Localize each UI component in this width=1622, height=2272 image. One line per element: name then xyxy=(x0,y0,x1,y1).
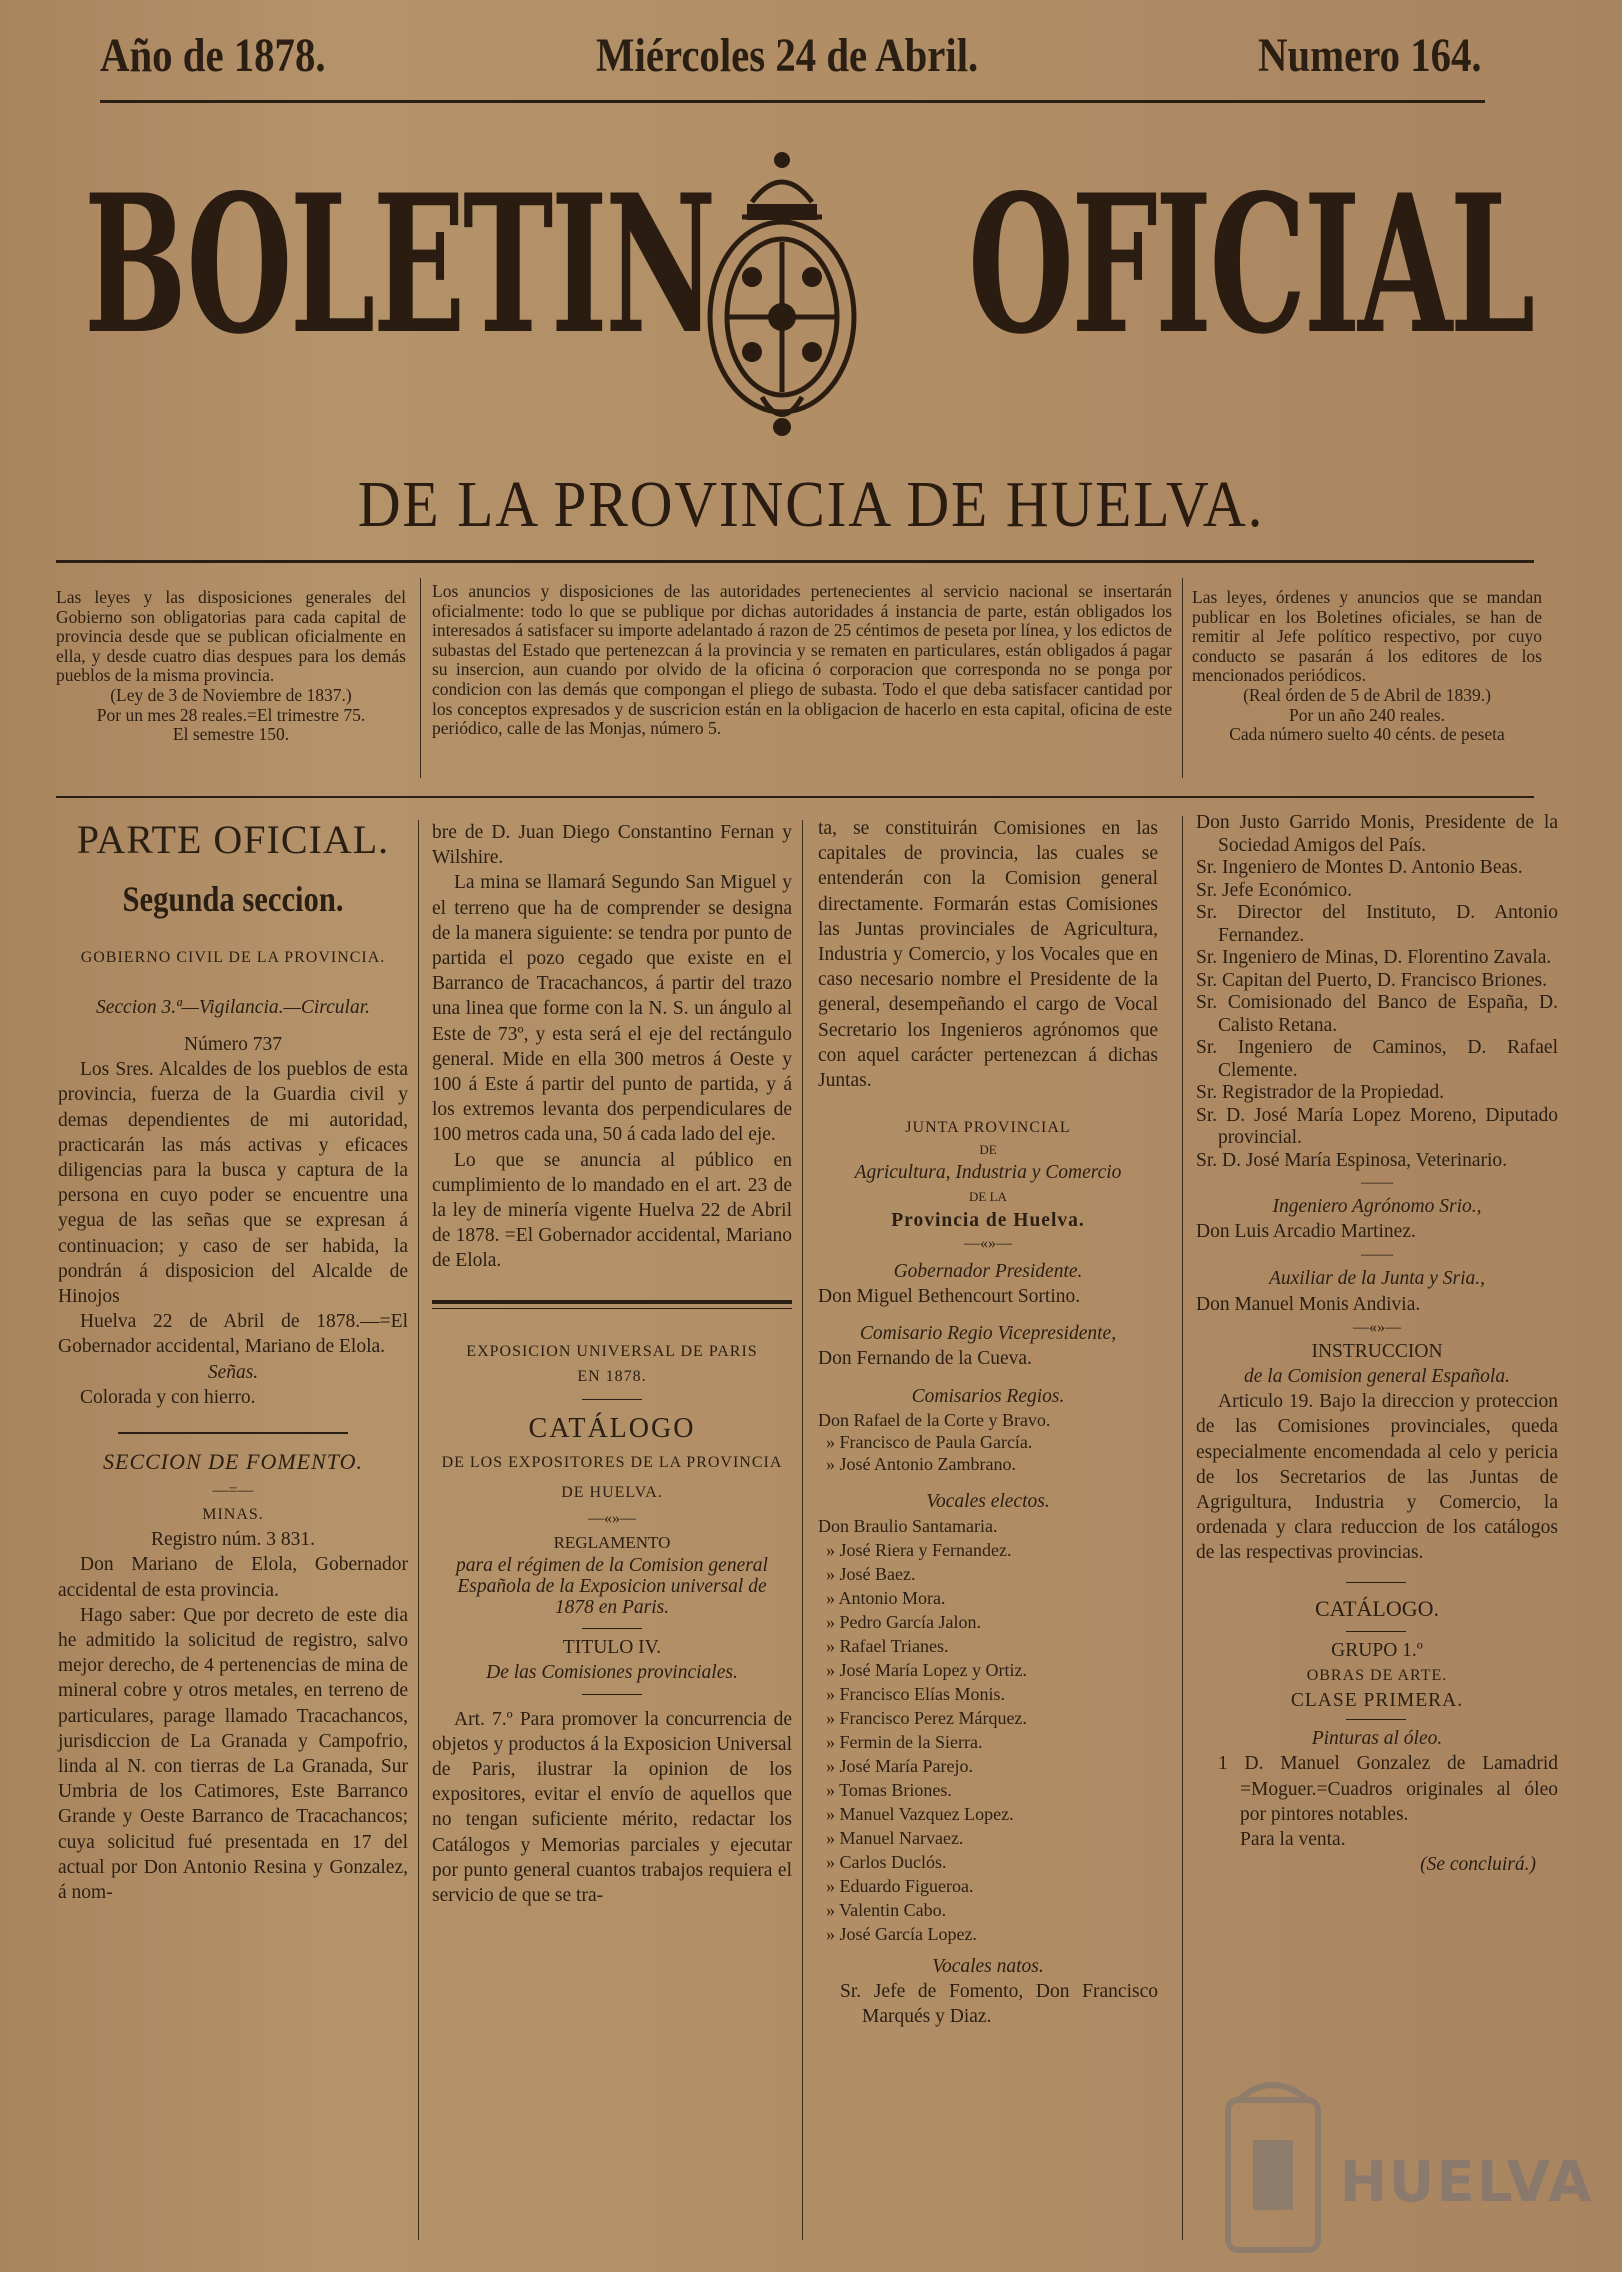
circular-body: Los Sres. Alcaldes de los pueblos de esta provincia, fuerza de la Guardia civil y demas dependientes de mi autoridad, practicarán las más activas y eficaces diligencias para la busca y captura de la persona en cuyo poder se encuentre una yegua de las señas que se expresan á continuacion; y caso de ser habida, la pondrán á disposicion del Alcalde de Hinojos xyxy=(58,1059,408,1308)
section-subtitle: Segunda seccion. xyxy=(122,879,344,919)
list-item: Sr. Ingeniero de Caminos, D. Rafael Clemente. xyxy=(1196,1037,1558,1081)
reglamento-heading: REGLAMENTO xyxy=(553,1533,671,1553)
short-rule xyxy=(582,1694,642,1695)
watermark-text: HUELVA xyxy=(1340,2150,1594,2215)
column-1 xyxy=(58,812,408,1905)
issue-year: Año de 1878. xyxy=(100,29,326,82)
masthead-rule xyxy=(56,560,1534,563)
mine-owner-continuation: bre de D. Juan Diego Constantino Fernan y Wilshire. xyxy=(432,822,792,869)
auxiliar-title: Auxiliar de la Junta y Sria., xyxy=(1268,1268,1486,1290)
notice-right-price-year: Por un año 240 reales. xyxy=(1288,704,1445,725)
gobernador-title: Gobernador Presidente. xyxy=(893,1260,1083,1282)
notice-right xyxy=(1192,588,1542,745)
junta-de: DE xyxy=(979,1142,997,1158)
comisario-name: Don Fernando de la Cueva. xyxy=(818,1348,1032,1370)
notice-center: Los anuncios y disposiciones de las autoridades pertenecientes al servicio nacional se insertarán oficialmente: todo lo que se publique por dichas autoridades á instancia de parte, están obligados los interesados á satisfacer su importe adelantado á razon de 25 céntimos de peseta por línea, y los edictos de subastas del Estado que pertenezcan á la provincia y se rematen en particulares, están obligados á pagar su insercion, aun cuando por olvido de la oficina ó corporacion que corresponda no se ponga por condicion con las demás que compongan el pliego de subasta. Todo el que deba satisfacer cantidad por los conceptos expresados y de suscricion están en la obligacion de hacerlo en esta capital, oficina de este periódico, calle de las Monjas, número 5. xyxy=(432,581,1172,739)
natos-text: Sr. Jefe de Fomento, Don Francisco Marqués y Diaz. xyxy=(840,1981,1158,2028)
comisarios-list xyxy=(818,1409,1158,1475)
registro-body: Hago saber: Que por decreto de este dia he admitido la solicitud de registro, salvo mejor derecho, de 4 pertenencias de mina de mineral cobre y otros metales, en terreno de particulares, parage llamado Tracachancos, jurisdiccion de La Granada y Campofrio, linda al N. con tierras de La Granada, Sur Umbria de los Catimores, Este Barranco Grande y Oeste Barranco de Tracachancos; cuya solicitud fué presentada en 17 del actual por Don Antonio Resina y Gonzalez, á nom- xyxy=(58,1604,408,1904)
list-item: Sr. D. José María Lopez Moreno, Diputado provincial. xyxy=(1196,1104,1558,1148)
vocales-title: Vocales electos. xyxy=(926,1490,1050,1512)
junta-dela: DE LA xyxy=(969,1188,1007,1204)
list-item: Sr. Jefe Económico. xyxy=(1196,879,1352,901)
notice-left xyxy=(56,588,406,745)
dash-ornament: —«»— xyxy=(588,1510,636,1528)
titulo-heading: TITULO IV. xyxy=(562,1637,662,1659)
double-rule xyxy=(432,1300,792,1304)
list-item: » José García Lopez. xyxy=(826,1924,977,1945)
registro-governor: Don Mariano de Elola, Gobernador accidental de esta provincia. xyxy=(58,1554,408,1601)
list-item: » Fermin de la Sierra. xyxy=(826,1732,983,1753)
junta-provincia: Provincia de Huelva. xyxy=(891,1209,1085,1231)
minas-heading: MINAS. xyxy=(202,1506,264,1524)
short-rule xyxy=(1346,1631,1406,1632)
notice-left-law: (Ley de 3 de Noviembre de 1837.) xyxy=(110,684,352,705)
list-item: » Rafael Trianes. xyxy=(826,1636,949,1657)
article-7-continuation: ta, se constituirán Comisiones en las capitales de provincia, las cuales se entenderán con la Comision general directamente. Formarán estas Comisiones las Juntas provinciales de Agricultura, Industria y Comercio, y los Vocales que en caso necesario nombre el Presidente de la general, desempeñando el cargo de Vocal Secretario los Ingenieros agrónomos que con aquel carácter pertenezcan á dichas Juntas. xyxy=(818,818,1158,1092)
instruccion-heading: INSTRUCCION xyxy=(1311,1340,1443,1362)
list-item: Sr. Ingeniero de Minas, D. Florentino Zavala. xyxy=(1196,947,1552,968)
circular-heading: Seccion 3.ª—Vigilancia.—Circular. xyxy=(95,997,371,1018)
list-item: Sr. Director del Instituto, D. Antonio Fernandez. xyxy=(1196,902,1558,946)
catalog-item-1: 1 D. Manuel Gonzalez de Lamadrid =Moguer.=Cuadros originales al óleo por pintores notables. xyxy=(1218,1753,1558,1825)
column-divider xyxy=(418,820,419,2240)
column-divider xyxy=(802,820,803,2240)
section-rule xyxy=(118,1432,348,1434)
list-item: » Carlos Duclós. xyxy=(826,1852,947,1873)
list-item: » Antonio Mora. xyxy=(826,1588,946,1609)
fomento-heading: SECCION DE FOMENTO. xyxy=(103,1449,363,1475)
dash-ornament: —— xyxy=(1361,1174,1393,1191)
government-heading: GOBIERNO CIVIL DE LA PROVINCIA. xyxy=(80,949,386,966)
notice-left-text: Las leyes y las disposiciones generales del Gobierno son obligatorias para cada capital de provincia desde que se publican oficialmente en ella, y desde cuatro dias despues para los demás pueblos de la misma provincia. xyxy=(56,587,406,686)
mine-announcement: Lo que se anuncia al público en cumplimiento de lo mandado en el art. 23 de la ley de minería vigente Huelva 22 de Abril de 1878. =El Gobernador accidental, Mariano de Elola. xyxy=(432,1149,792,1272)
senas-heading: Señas. xyxy=(207,1361,259,1383)
section-title: PARTE OFICIAL. xyxy=(76,817,390,862)
gobernador-name: Don Miguel Bethencourt Sortino. xyxy=(818,1286,1081,1308)
dash-ornament: —— xyxy=(1361,1246,1393,1264)
list-item: Sr. D. José María Espinosa, Veterinario. xyxy=(1196,1149,1508,1171)
natos-title: Vocales natos. xyxy=(932,1956,1044,1978)
short-rule xyxy=(1346,1719,1406,1720)
comisarios-title: Comisarios Regios. xyxy=(911,1385,1065,1407)
venta-text: Para la venta. xyxy=(1240,1829,1346,1851)
titulo-subtitle: De las Comisiones provinciales. xyxy=(486,1662,738,1684)
notice-left-price-semester: El semestre 150. xyxy=(172,724,290,745)
list-item: » Manuel Vazquez Lopez. xyxy=(826,1804,1014,1825)
obras-heading: OBRAS DE ARTE. xyxy=(1306,1666,1448,1684)
library-crest-watermark-icon xyxy=(1218,2070,1328,2260)
masthead-subtitle: DE LA PROVINCIA DE HUELVA. xyxy=(357,468,1265,541)
notice-right-text: Las leyes, órdenes y anuncios que se mandan publicar en los Boletines oficiales, se han de remitir al Jefe político respectivo, por cuyo conducto se pasarán á los editores de los mencionados periódicos. xyxy=(1192,587,1542,686)
list-item: Don Justo Garrido Monis, Presidente de la Sociedad Amigos del País. xyxy=(1196,812,1558,856)
list-item: » Francisco Elías Monis. xyxy=(826,1684,1005,1705)
column-2 xyxy=(432,820,792,1908)
vocales-list xyxy=(818,1514,1158,1946)
notice-right-law: (Real órden de 5 de Abril de 1839.) xyxy=(1243,684,1491,705)
list-item: » Valentin Cabo. xyxy=(826,1900,947,1921)
instruccion-subtitle: de la Comision general Española. xyxy=(1244,1366,1510,1388)
dash-ornament: —=— xyxy=(212,1482,254,1500)
notice-divider xyxy=(420,578,421,778)
list-item: » Tomas Briones. xyxy=(826,1780,952,1801)
expo-year: EN 1878. xyxy=(577,1367,647,1385)
article-19: Articulo 19. Bajo la direccion y proteccion de las Comisiones provinciales, queda especialmente encomendada al celo y pericia de los Secretarios de las Juntas de Agrigultura, Industria y Comercio, la ordenada y clara reduccion de los catálogos de las respectivas provincias. xyxy=(1196,1391,1558,1564)
catalogo-heading-2: CATÁLOGO. xyxy=(1314,1595,1440,1621)
expo-heading: EXPOSICION UNIVERSAL DE PARIS xyxy=(466,1342,758,1360)
grupo-heading: GRUPO 1.º xyxy=(1331,1639,1423,1661)
royal-coat-of-arms-icon xyxy=(692,142,872,442)
pinturas-heading: Pinturas al óleo. xyxy=(1311,1728,1443,1750)
ingeniero-title: Ingeniero Agrónomo Srio., xyxy=(1272,1196,1482,1217)
list-item: » Francisco Perez Márquez. xyxy=(826,1708,1027,1729)
header-rule xyxy=(100,100,1485,103)
catalogo-heading: CATÁLOGO xyxy=(528,1413,696,1445)
list-item: Sr. Ingeniero de Montes D. Antonio Beas. xyxy=(1196,857,1523,878)
list-item: Sr. Registrador de la Propiedad. xyxy=(1196,1082,1445,1103)
list-item: » Manuel Narvaez. xyxy=(826,1828,964,1849)
double-rule xyxy=(432,1308,792,1309)
list-item: Sr. Capitan del Puerto, D. Francisco Briones. xyxy=(1196,969,1547,991)
notices-rule xyxy=(56,796,1534,798)
list-item: Don Rafael de la Corte y Bravo. xyxy=(818,1409,1051,1430)
list-item: Sr. Comisionado del Banco de España, D. Calisto Retana. xyxy=(1196,992,1558,1036)
issue-number: Numero 164. xyxy=(1258,29,1482,82)
junta-agricultura: Agricultura, Industria y Comercio xyxy=(854,1162,1122,1184)
concluira-text: (Se concluirá.) xyxy=(1420,1854,1536,1876)
registro-number: Registro núm. 3 831. xyxy=(150,1529,316,1551)
short-rule xyxy=(1346,1582,1406,1583)
reglamento-subtitle: para el régimen de la Comision general Española de la Exposicion universal de 1878 en Paris. xyxy=(456,1555,768,1619)
masthead-boletin: BOLETIN xyxy=(84,153,714,376)
list-item: » José Antonio Zambrano. xyxy=(826,1453,1016,1474)
list-item: » José María Lopez y Ortiz. xyxy=(826,1660,1027,1681)
list-item: » José Riera y Fernandez. xyxy=(826,1540,1012,1561)
notice-right-price-issue: Cada número suelto 40 cénts. de peseta xyxy=(1229,724,1505,745)
notice-divider xyxy=(1182,578,1183,778)
senas-text: Colorada y con hierro. xyxy=(80,1386,256,1408)
article-7: Art. 7.º Para promover la concurrencia de objetos y productos á la Exposicion Universal de Paris, ilustrar la opinion de los expositores, evitar el envío de aquellos que no tengan suficiente mérito, redactar los Catálogos y Memorias parciales y ejecutar por punto general cuantos trabajos requiera el servicio de que se tra- xyxy=(432,1708,792,1907)
masthead-oficial: OFICIAL xyxy=(968,153,1533,376)
list-item: » Pedro García Jalon. xyxy=(826,1612,981,1633)
auxiliar-name: Don Manuel Monis Andivia. xyxy=(1196,1293,1421,1315)
list-item: Don Braulio Santamaria. xyxy=(818,1516,998,1537)
circular-number: Número 737 xyxy=(183,1034,283,1055)
column-3 xyxy=(818,816,1158,2030)
notice-left-price-month: Por un mes 28 reales.=El trimestre 75. xyxy=(96,704,366,725)
short-rule xyxy=(582,1628,642,1629)
list-item: » José Baez. xyxy=(826,1564,916,1585)
issue-date: Miércoles 24 de Abril. xyxy=(596,29,979,82)
dash-ornament: —«»— xyxy=(964,1234,1012,1252)
comisario-title: Comisario Regio Vicepresidente, xyxy=(859,1323,1117,1345)
clase-heading: CLASE PRIMERA. xyxy=(1290,1690,1464,1712)
ingeniero-name: Don Luis Arcadio Martinez. xyxy=(1196,1221,1416,1243)
list-item: » José María Parejo. xyxy=(826,1756,973,1777)
column-4 xyxy=(1196,812,1558,1877)
short-rule xyxy=(582,1399,642,1400)
list-item: » Francisco de Paula García. xyxy=(826,1431,1033,1452)
list-item: » Eduardo Figueroa. xyxy=(826,1876,974,1897)
mine-description: La mina se llamará Segundo San Miguel y el terreno que ha de comprender se designa de la manera siguiente: se tendra por punto de partida el pozo cegado que existe en el Barranco de Tracachancos, á partir del trazo una linea que forme con la N. S. un ángulo al Este de 73º, y esta será el eje del rectángulo general. Mide en ella 300 metros á Oeste y 100 á Este á partir del punto de partida, y á los extremos levanta dos perpendiculares de 100 metros cada una, 50 á cada lado del eje. xyxy=(432,872,792,1146)
dash-ornament: —«»— xyxy=(1353,1318,1401,1336)
column-divider xyxy=(1182,816,1183,2240)
expositores-heading: DE LOS EXPOSITORES DE LA PROVINCIA DE HUELVA. xyxy=(441,1454,783,1502)
circular-signature: Huelva 22 de Abril de 1878.—=El Gobernador accidental, Mariano de Elola. xyxy=(58,1311,408,1358)
junta-heading: JUNTA PROVINCIAL xyxy=(905,1119,1071,1137)
vocales-natos-list xyxy=(1196,812,1558,1172)
